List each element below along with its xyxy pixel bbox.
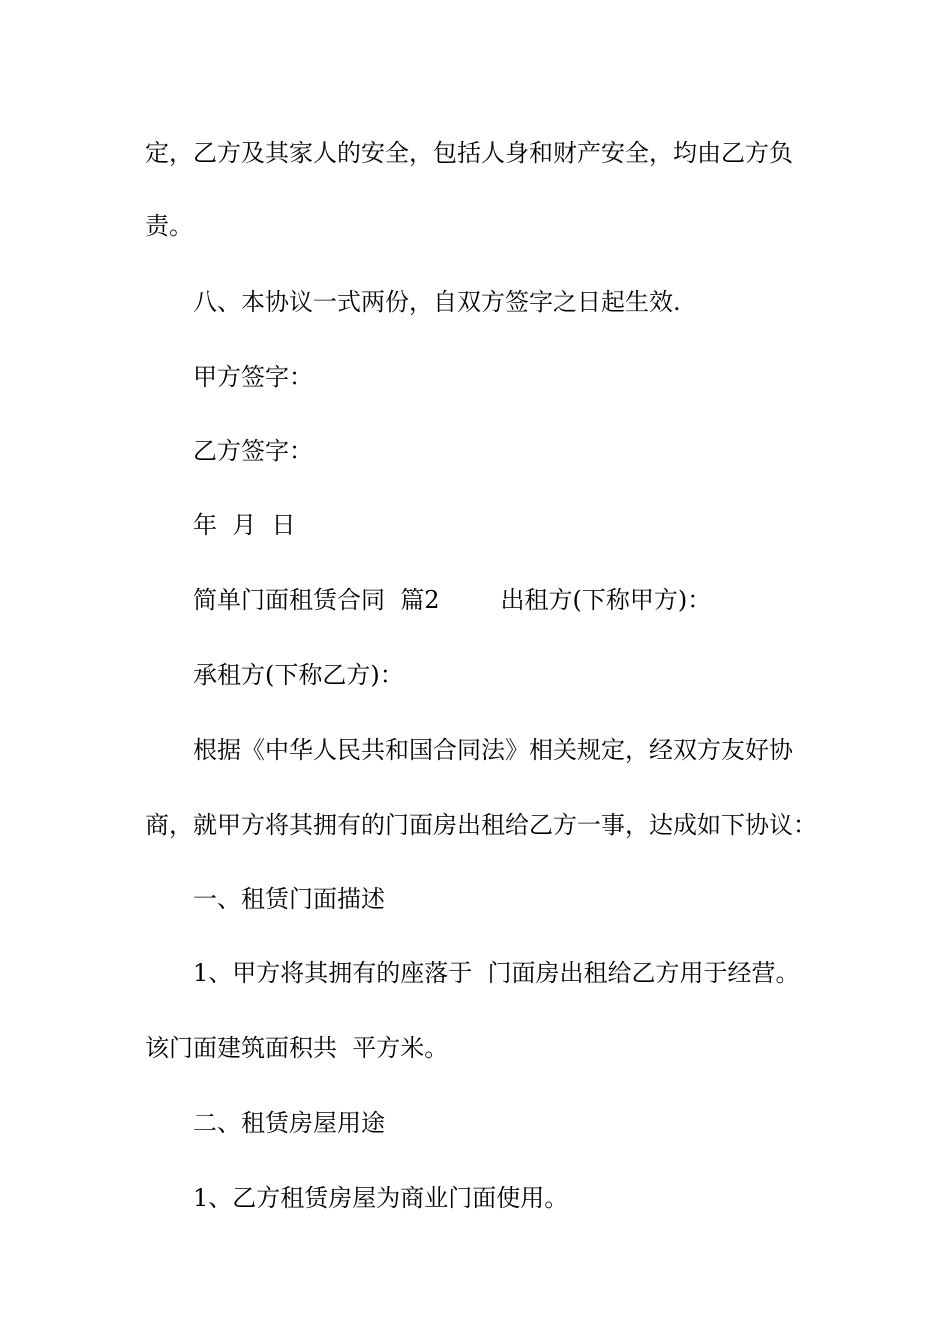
paragraph-safety-end: 责。 <box>145 212 193 240</box>
section-one-heading: 一、租赁门面描述 <box>193 885 385 913</box>
party-b-signature-label: 乙方签字： <box>193 437 313 465</box>
party-a-signature-label: 甲方签字： <box>193 363 313 391</box>
section-one-item-1: 1、甲方将其拥有的座落于 门面房出租给乙方用于经营。 <box>193 959 800 987</box>
lessee-label: 承租方(下称乙方)： <box>193 661 404 689</box>
section-two-item-1: 1、乙方租赁房屋为商业门面使用。 <box>193 1184 569 1212</box>
preamble-paragraph-continued: 商，就甲方将其拥有的门面房出租给乙方一事，达成如下协议： <box>145 811 817 839</box>
preamble-paragraph: 根据《中华人民共和国合同法》相关规定，经双方友好协 <box>193 736 793 764</box>
section-two-heading: 二、租赁房屋用途 <box>193 1109 385 1137</box>
clause-eight: 八、本协议一式两份，自双方签字之日起生效. <box>193 288 681 316</box>
contract-title-lessor: 简单门面租赁合同 篇2 出租方(下称甲方)： <box>193 586 712 614</box>
section-one-item-1-continued: 该门面建筑面积共 平方米。 <box>145 1034 449 1062</box>
date-line: 年 月 日 <box>193 511 296 539</box>
paragraph-safety-continued: 定，乙方及其家人的安全，包括人身和财产安全，均由乙方负 <box>145 139 793 167</box>
